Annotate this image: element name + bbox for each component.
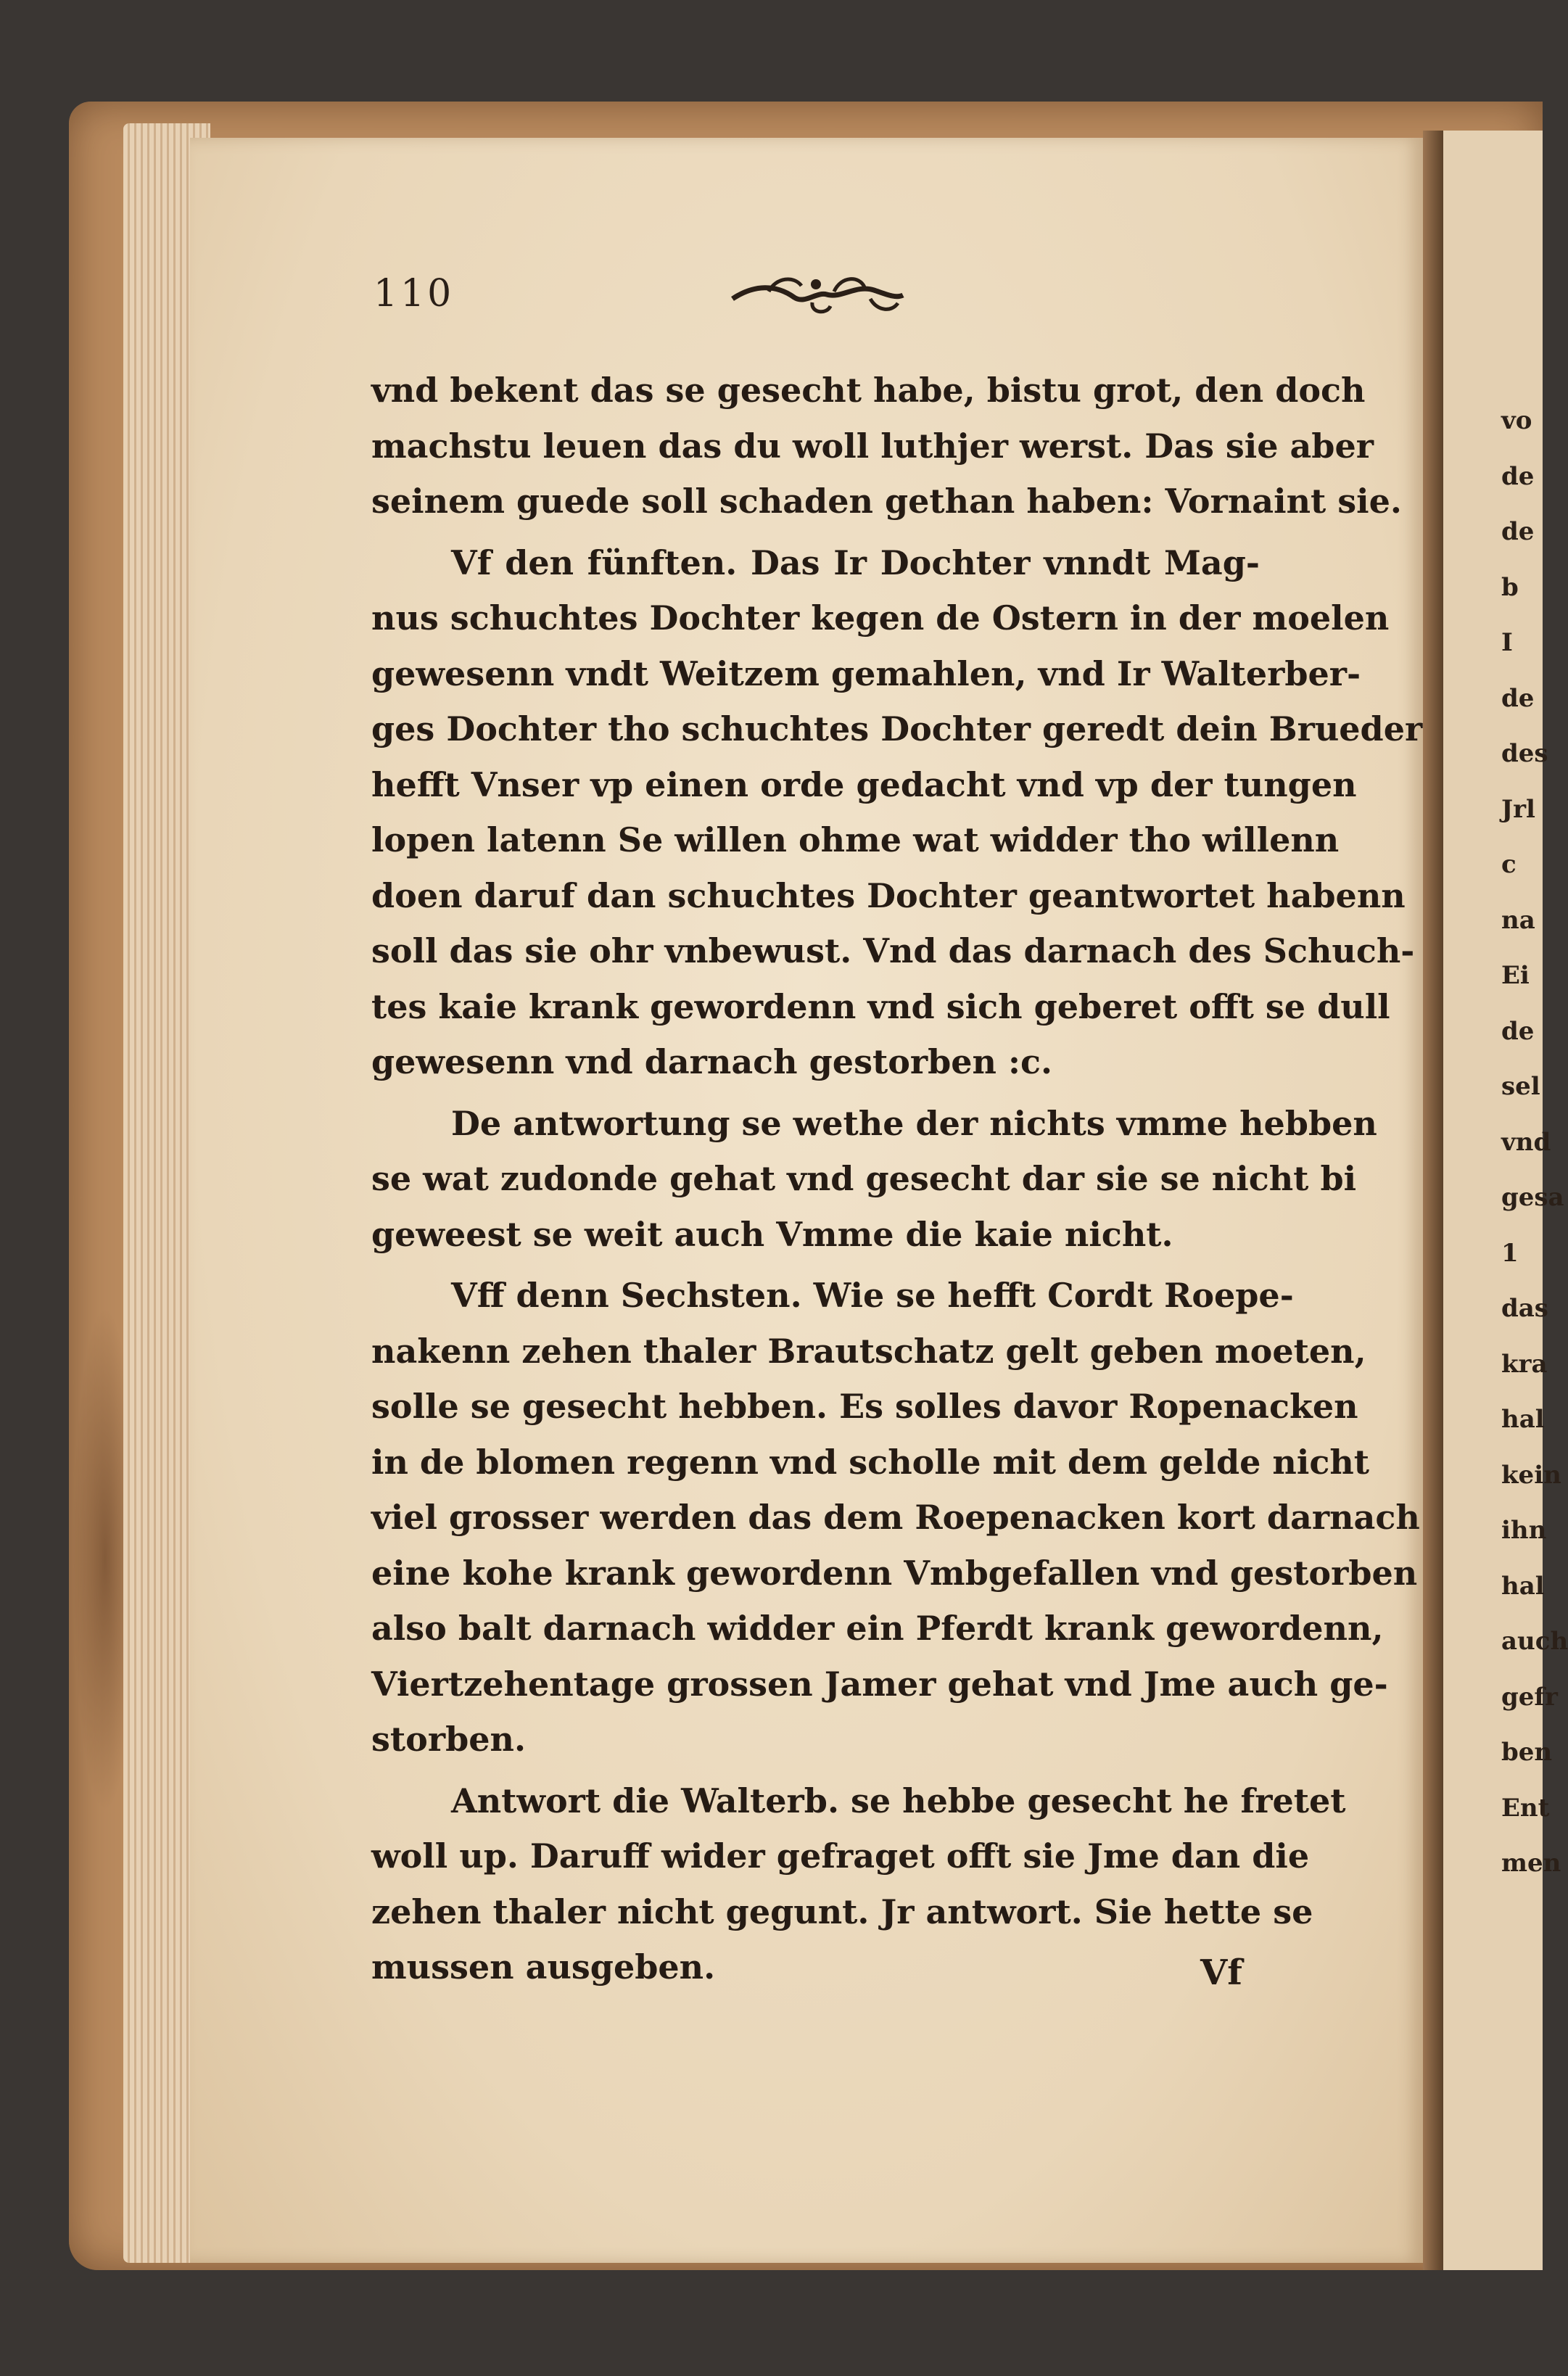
text-line: nus schuchtes Dochter kegen de Ostern in der moelen: [371, 598, 1390, 638]
body-text: [371, 363, 1423, 1995]
next-page-fragment: des: [1501, 739, 1548, 768]
text-line: viel grosser werden das dem Roepenacken kort darnach: [371, 1498, 1420, 1537]
text-line: De antwortung se wethe der nichts vmme hebben: [451, 1103, 1377, 1143]
next-page-fragment: ihn: [1501, 1516, 1547, 1545]
text-line: gewesenn vnd darnach gestorben :c.: [371, 1042, 1053, 1081]
text-line: seinem guede soll schaden gethan haben: Vornaint sie.: [371, 482, 1402, 521]
text-line: Vf den fünften. Das Ir Dochter vnndt Mag-: [451, 543, 1260, 582]
text-line: gewesenn vndt Weitzem gemahlen, vnd Ir Walterber-: [371, 653, 1361, 693]
next-page-fragment: vo: [1501, 406, 1532, 435]
next-page-fragment: gesa: [1501, 1183, 1564, 1212]
text-line: ges Dochter tho schuchtes Dochter geredt dein Brueder: [371, 709, 1423, 748]
text-line: vnd bekent das se gesecht habe, bistu grot, den doch: [371, 371, 1366, 410]
text-line: soll das sie ohr vnbewust. Vnd das darnach des Schuch-: [371, 931, 1415, 970]
next-page-fragment: hal: [1501, 1405, 1545, 1434]
text-line: Viertzehentage grossen Jamer gehat vnd Jme auch ge-: [371, 1664, 1388, 1704]
right-page-fragment: [1443, 131, 1568, 2270]
next-page-fragment: sel: [1501, 1072, 1540, 1101]
next-page-fragment: c: [1501, 850, 1517, 879]
text-line: tes kaie krank gewordenn vnd sich geberet offt se dull: [371, 986, 1390, 1026]
text-line: Antwort die Walterb. se hebbe gesecht he fretet: [451, 1781, 1346, 1820]
text-line: lopen latenn Se willen ohme wat widder tho willenn: [371, 820, 1340, 859]
text-line: geweest se weit auch Vmme die kaie nicht.: [371, 1214, 1173, 1254]
next-page-fragment: gefr: [1501, 1682, 1558, 1712]
next-page-fragment: Ei: [1501, 961, 1530, 990]
text-line: storben.: [371, 1720, 526, 1759]
next-page-fragment: de: [1501, 683, 1535, 713]
text-line: also balt darnach widder ein Pferdt krank gewordenn,: [371, 1609, 1384, 1648]
text-line: mussen ausgeben.: [371, 1947, 716, 1987]
next-page-fragment: 1: [1501, 1238, 1519, 1268]
next-page-fragment: Ent: [1501, 1793, 1550, 1823]
text-line: nakenn zehen thaler Brautschatz gelt geben moeten,: [371, 1331, 1366, 1371]
next-page-fragment: das: [1501, 1294, 1548, 1323]
text-line: se wat zudonde gehat vnd gesecht dar sie se nicht bi: [371, 1159, 1357, 1198]
next-page-fragment: de: [1501, 517, 1535, 546]
next-page-fragment: men: [1501, 1849, 1561, 1878]
next-page-fragment: Jrl: [1501, 794, 1535, 824]
text-line: doen daruf dan schuchtes Dochter geantwortet habenn: [371, 875, 1406, 915]
catchword: Vf: [1200, 1952, 1242, 1993]
floral-ornament-icon: [725, 270, 907, 321]
next-page-fragment: I: [1501, 628, 1513, 657]
book-gutter: [1423, 131, 1443, 2270]
text-line: Vff denn Sechsten. Wie se hefft Cordt Roepe-: [451, 1276, 1294, 1315]
text-line: in de blomen regenn vnd scholle mit dem gelde nicht: [371, 1442, 1370, 1482]
next-page-fragment: kein: [1501, 1460, 1561, 1490]
next-page-fragment: auch: [1501, 1627, 1568, 1656]
text-line: woll up. Daruff wider gefraget offt sie Jme dan die: [371, 1836, 1310, 1876]
next-page-fragment: b: [1501, 572, 1519, 602]
next-page-fragment: na: [1501, 905, 1535, 935]
next-page-fragment: kra: [1501, 1349, 1548, 1379]
text-line: solle se gesecht hebben. Es solles davor Ropenacken: [371, 1387, 1358, 1426]
text-line: machstu leuen das du woll luthjer werst. Das sie aber: [371, 426, 1374, 466]
next-page-fragment: de: [1501, 1016, 1535, 1046]
text-line: eine kohe krank gewordenn Vmbgefallen vnd gestorben: [371, 1553, 1418, 1593]
text-line: hefft Vnser vp einen orde gedacht vnd vp der tungen: [371, 764, 1357, 804]
next-page-fragment: hal: [1501, 1571, 1545, 1601]
next-page-fragment: vnd: [1501, 1127, 1551, 1157]
page-number: 110: [374, 272, 455, 315]
next-page-fragment: de: [1501, 461, 1535, 491]
text-line: zehen thaler nicht gegunt. Jr antwort. Sie hette se: [371, 1892, 1313, 1931]
next-page-fragment: ben: [1501, 1738, 1553, 1767]
